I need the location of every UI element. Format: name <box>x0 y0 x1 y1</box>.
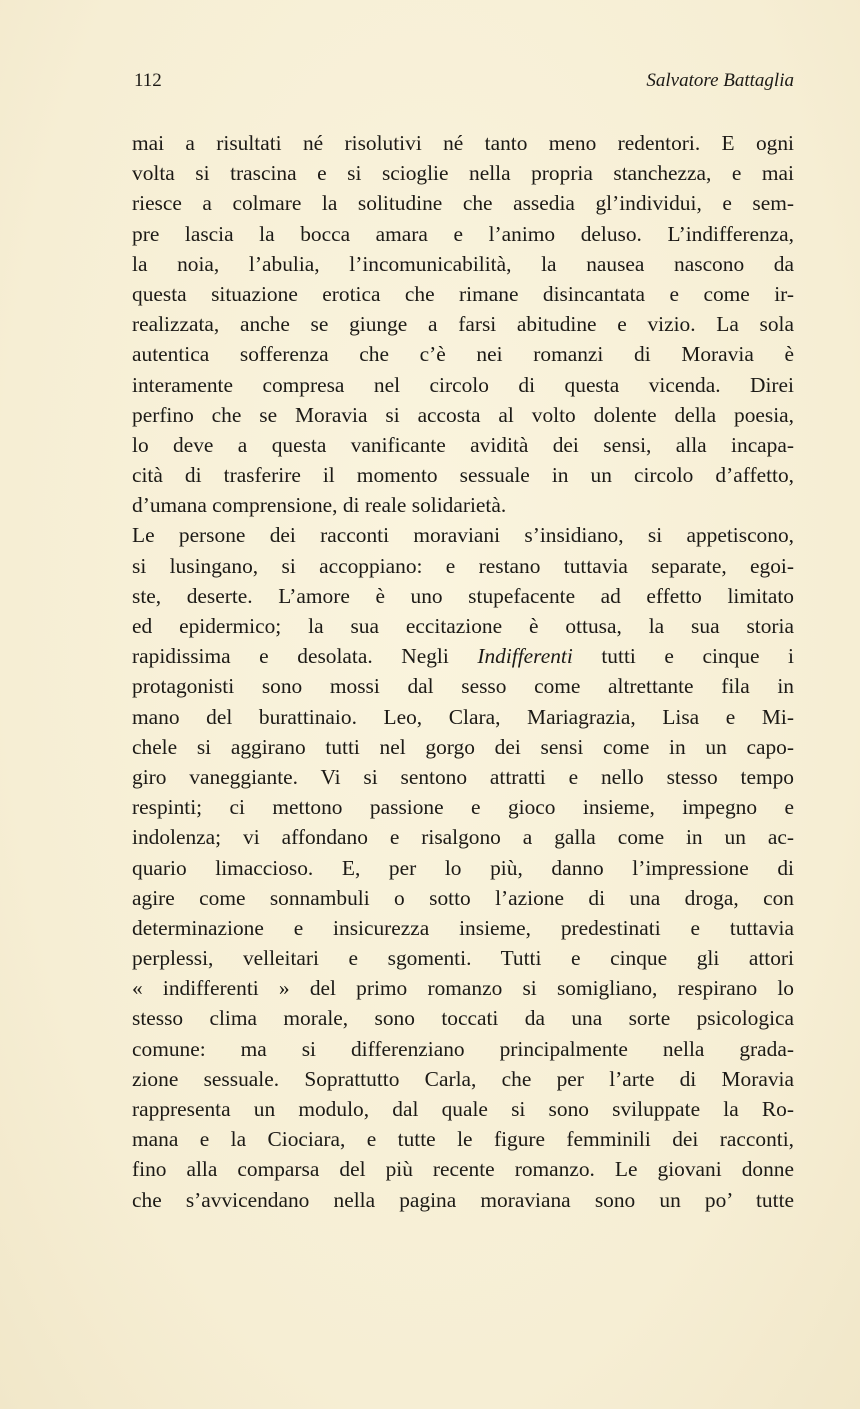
text-line: che s’avvicendano nella pagina moraviana sono un po’ tutte <box>132 1187 794 1212</box>
text-line: indolenza; vi affondano e risalgono a galla come in un ac- <box>132 825 794 850</box>
text-line: ste, deserte. L’amore è uno stupefacente ad effetto limitato <box>132 583 794 608</box>
text-line: si lusingano, si accoppiano: e restano tuttavia separate, egoi- <box>132 553 794 578</box>
text-line: agire come sonnambuli o sotto l’azione di una droga, con <box>132 885 794 910</box>
text-line: autentica sofferenza che c’è nei romanzi di Moravia è <box>132 342 794 367</box>
text-line: Le persone dei racconti moraviani s’insidiano, si appetiscono, <box>132 523 794 548</box>
text-line: mana e la Ciociara, e tutte le figure femminili dei racconti, <box>132 1127 794 1152</box>
text-line: rappresenta un modulo, dal quale si sono sviluppate la Ro- <box>132 1097 794 1121</box>
text-line: respinti; ci mettono passione e gioco insieme, impegno e <box>132 795 794 820</box>
running-head <box>134 70 794 96</box>
page-number: 112 <box>134 70 162 91</box>
body-text <box>132 128 794 1215</box>
text-line: giro vaneggiante. Vi si sentono attratti e nello stesso tempo <box>132 764 794 789</box>
text-line: pre lascia la bocca amara e l’animo deluso. L’indifferenza, <box>132 221 794 246</box>
text-line-with-title <box>132 641 794 671</box>
text-line: protagonisti sono mossi dal sesso come altrettante fila in <box>132 674 794 699</box>
text-line: lo deve a questa vanificante avidità dei sensi, alla incapa- <box>132 432 794 457</box>
text-line: la noia, l’abulia, l’incomunicabilità, la nausea nascono da <box>132 251 794 276</box>
text-line: realizzata, anche se giunge a farsi abitudine e vizio. La sola <box>132 312 794 337</box>
text-line: quario limaccioso. E, per lo più, danno l’impressione di <box>132 855 794 880</box>
line-text-after: tutti e cinque i <box>572 644 794 669</box>
text-line: cità di trasferire il momento sessuale in un circolo d’affetto, <box>132 463 794 488</box>
text-line: mano del burattinaio. Leo, Clara, Mariagrazia, Lisa e Mi- <box>132 704 794 729</box>
text-line: volta si trascina e si scioglie nella propria stanchezza, e mai <box>132 161 794 186</box>
text-line: mai a risultati né risolutivi né tanto meno redentori. E ogni <box>132 131 794 155</box>
text-line: comune: ma si differenziano principalmente nella grada- <box>132 1036 794 1061</box>
text-line: stesso clima morale, sono toccati da una sorte psicologica <box>132 1006 794 1031</box>
line-text-before: rapidissima e desolata. Negli <box>132 644 478 669</box>
paragraph-end-line: d’umana comprensione, di reale solidarietà. <box>132 493 507 518</box>
text-line: questa situazione erotica che rimane disincantata e come ir- <box>132 281 794 306</box>
text-line: perplessi, velleitari e sgomenti. Tutti e cinque gli attori <box>132 946 794 971</box>
book-title-italic: Indifferenti <box>477 644 573 669</box>
text-line: fino alla comparsa del più recente romanzo. Le giovani donne <box>132 1157 794 1182</box>
text-line: determinazione e insicurezza insieme, predestinati e tuttavia <box>132 915 794 940</box>
text-line: riesce a colmare la solitudine che assedia gl’individui, e sem- <box>132 191 794 216</box>
text-line: « indifferenti » del primo romanzo si somigliano, respirano lo <box>132 976 794 1001</box>
text-line: ed epidermico; la sua eccitazione è ottusa, la sua storia <box>132 614 794 638</box>
author-name: Salvatore Battaglia <box>646 70 794 91</box>
text-line: perfino che se Moravia si accosta al volto dolente della poesia, <box>132 402 794 427</box>
text-line: interamente compresa nel circolo di questa vicenda. Direi <box>132 372 794 397</box>
text-line: zione sessuale. Soprattutto Carla, che per l’arte di Moravia <box>132 1066 794 1091</box>
text-line: chele si aggirano tutti nel gorgo dei sensi come in un capo- <box>132 734 794 759</box>
